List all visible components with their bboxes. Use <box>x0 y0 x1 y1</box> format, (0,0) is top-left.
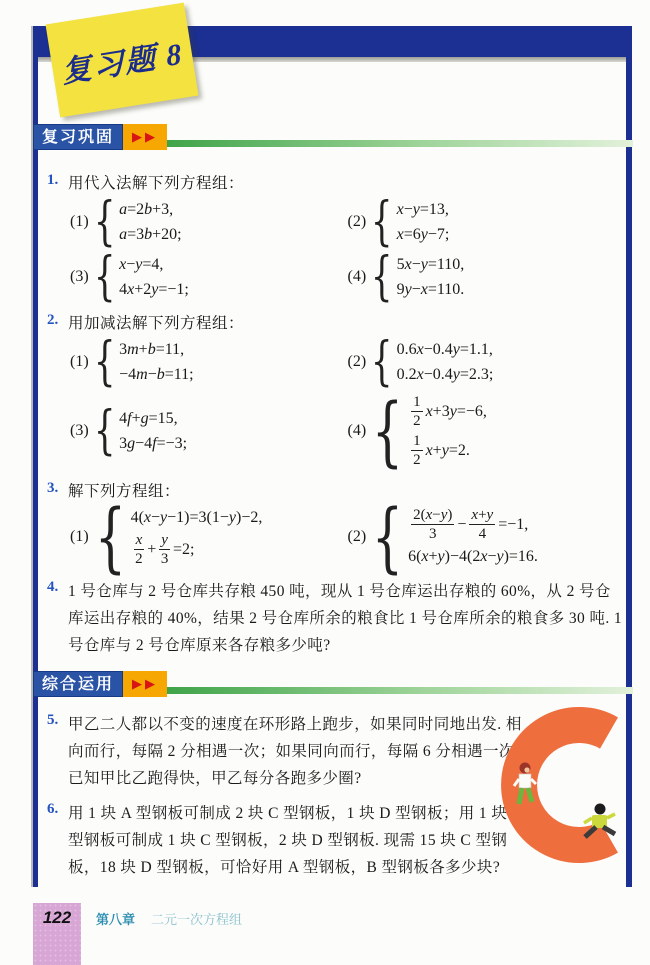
page-number-box <box>33 903 81 965</box>
brace-glyph: { <box>371 386 404 476</box>
brace-glyph: { <box>93 401 116 461</box>
brace-glyph: { <box>371 192 393 252</box>
fraction: $\frac{x}{2}$ <box>135 532 143 567</box>
equation-line: 9y−x=110. <box>396 281 465 298</box>
fraction: $\frac{1}{2}$ <box>413 394 421 429</box>
system-label: (3) <box>70 268 89 285</box>
equation-system <box>68 332 346 392</box>
problem-intro: 用代入法解下列方程组： <box>68 175 245 192</box>
equation-line: x=6y−7; <box>396 226 450 243</box>
double-arrow-icon: ▶▶ <box>123 671 167 697</box>
green-divider-line <box>167 687 633 694</box>
problem-body <box>68 800 531 881</box>
chapter-footer <box>96 909 242 928</box>
brace-glyph: { <box>93 332 116 392</box>
problem-body <box>68 311 623 476</box>
equation-line: 0.6x−0.4y=1.1, <box>396 341 493 358</box>
brace-glyph: { <box>371 247 393 307</box>
problem-item <box>47 311 623 476</box>
system-label: (1) <box>70 353 89 370</box>
equation-line: a=2b+3, <box>119 201 174 218</box>
system-label: (4) <box>347 268 367 285</box>
equation-line: $\frac{1}{2}$ x+y=2. <box>413 433 470 468</box>
page-title: 复习题 8 <box>60 37 185 90</box>
brace-glyph: { <box>371 332 393 392</box>
section-header-review <box>33 124 633 150</box>
equation-line: 4x+2y=−1; <box>119 281 189 298</box>
systems-grid <box>68 192 623 307</box>
equation-system <box>68 492 346 582</box>
problem-text: 甲乙二人都以不变的速度在环形路上跑步，如果同时同地出发. 相向而行，每隔 2 分相遇一次；如果同向而行，每隔 6 分相遇一次. 已知甲比乙跑得快，甲乙每分各跑多少圈? <box>68 716 522 787</box>
equation-system <box>346 386 624 476</box>
problem-body <box>68 171 623 307</box>
section-label-comprehensive: 综合运用 <box>33 671 123 697</box>
chapter-label: 第八章 <box>96 912 136 927</box>
equation-system <box>346 247 624 307</box>
equation-line: 4f+g=15, <box>119 410 178 427</box>
equation-line: 3g−4f=−3; <box>119 435 188 452</box>
green-divider-line <box>167 140 633 147</box>
section-header-comprehensive <box>33 671 633 697</box>
equation-system <box>346 192 624 252</box>
c-track-svg <box>497 699 633 875</box>
equation-line: 0.2x−0.4y=2.3; <box>396 366 494 383</box>
equation-line: x−y=13, <box>396 201 449 218</box>
problem-body <box>68 479 623 582</box>
equation-line: 3m+b=11, <box>119 341 185 358</box>
system-label: (2) <box>347 353 367 370</box>
problem-body <box>68 711 531 792</box>
system-label: (1) <box>70 213 89 230</box>
equation-line: x−y=4, <box>119 256 164 273</box>
brace-glyph: { <box>371 492 404 582</box>
problem-body <box>68 578 623 659</box>
brace-glyph: { <box>94 492 126 582</box>
problem-intro: 解下列方程组： <box>68 483 181 500</box>
chapter-title: 二元一次方程组 <box>151 912 243 927</box>
problem-text: 1 号仓库与 2 号仓库共存粮 450 吨，现从 1 号仓库运出存粮的 60%，从 2 号仓库运出存粮的 40%，结果 2 号仓库所余的粮食比 1 号仓库所余的粮食多 30 吨. 1 号仓库与 2 号仓库原来各存粮多少吨? <box>68 583 623 654</box>
equation-line: $\frac{1}{2}$ x+3y=−6, <box>413 394 487 429</box>
equation-line: 5x−y=110, <box>396 256 465 273</box>
basic-problems-list <box>47 171 623 667</box>
problem-item <box>47 711 531 792</box>
equation-system <box>68 393 346 469</box>
section-label-review: 复习巩固 <box>33 124 123 150</box>
problem-item <box>47 479 623 582</box>
equation-line: −4m−b=11; <box>119 366 194 383</box>
systems-grid <box>68 332 623 476</box>
equation-line: $\frac{2(x-y)}{3}$ − $\frac{x+y}{4}$ =−1, <box>413 507 529 542</box>
fraction: $\frac{y}{3}$ <box>160 532 169 567</box>
title-sticky-note <box>46 3 199 118</box>
system-label: (1) <box>70 528 89 545</box>
problem-number: 4. <box>47 579 59 595</box>
equation-system <box>346 332 624 392</box>
problem-text: 用 1 块 A 型钢板可制成 2 块 C 型钢板，1 块 D 型钢板；用 1 块 B 型钢板可制成 1 块 C 型钢板，2 块 D 型钢板. 现需 15 块 C 型钢板，18 块 D 型钢板，可恰好用 A 型钢板，B 型钢板各多少块? <box>68 805 523 876</box>
equation-line: a=3b+20; <box>119 226 182 243</box>
system-label: (3) <box>70 422 89 439</box>
equation-line: 4(x−y−1)=3(1−y)−2, <box>130 509 263 526</box>
page-number: 122 <box>42 908 72 927</box>
equation-system <box>68 247 346 307</box>
system-label: (4) <box>347 422 367 439</box>
letter-c-track-graphic <box>497 699 633 875</box>
fraction: $\frac{1}{2}$ <box>413 433 421 468</box>
fraction: $\frac{x+y}{4}$ <box>471 507 494 542</box>
advanced-problems-list <box>47 711 531 889</box>
equation-line: $\frac{x}{2}$ + $\frac{y}{3}$ =2; <box>135 532 195 567</box>
problem-number: 1. <box>47 172 59 188</box>
problem-number: 5. <box>47 712 59 728</box>
problem-number: 6. <box>47 801 59 817</box>
equation-system <box>346 492 624 582</box>
fraction: $\frac{2(x-y)}{3}$ <box>413 507 453 542</box>
problem-item <box>47 171 623 307</box>
system-label: (2) <box>347 213 367 230</box>
problem-number: 3. <box>47 480 59 496</box>
brace-glyph: { <box>93 247 116 307</box>
systems-grid <box>68 492 623 582</box>
problem-item <box>47 800 531 881</box>
problem-intro: 用加减法解下列方程组： <box>68 315 245 332</box>
left-border-bar <box>33 26 38 887</box>
double-arrow-icon: ▶▶ <box>123 124 167 150</box>
problem-item <box>47 578 623 659</box>
brace-glyph: { <box>93 192 116 252</box>
equation-line: 6(x+y)−4(2x−y)=16. <box>408 548 538 565</box>
system-label: (2) <box>347 528 367 545</box>
equation-system <box>68 192 346 252</box>
problem-number: 2. <box>47 312 59 328</box>
